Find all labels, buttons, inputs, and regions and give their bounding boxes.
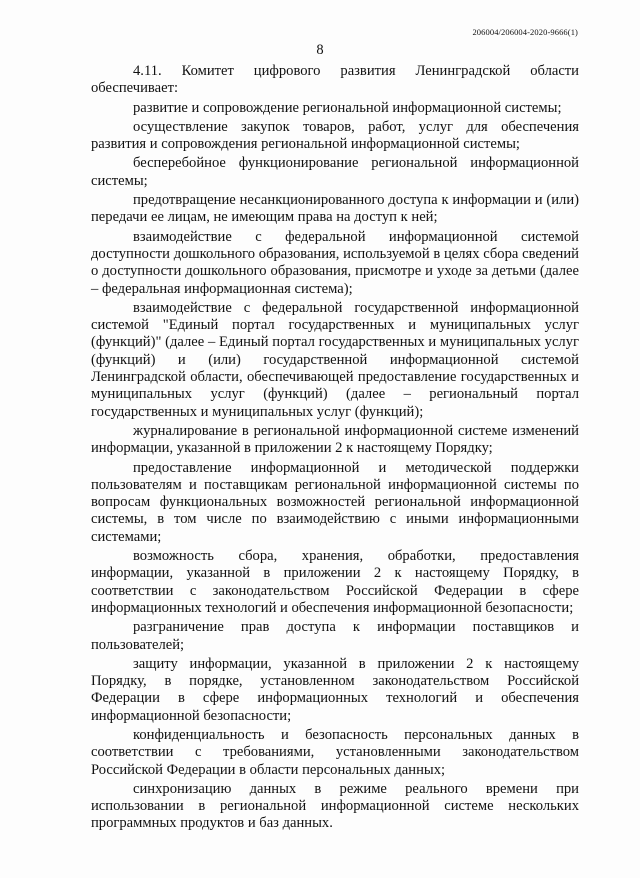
paragraph-unified-portal-interaction: взаимодействие с федеральной государственной информационной системой "Единый портал государственных и муниципальных услуг (функций)" (далее – Единый портал государственных и муниципальных услуг (функций) и (или) государственной информационной системой Ленинградской области, обеспечивающей предоставление государственных и муниципальных услуг (функций) (далее – региональный портал государственных и муниципальных услуг (функций); [91,299,579,420]
paragraph-unauthorized-access: предотвращение несанкционированного доступа к информации и (или) передачи ее лицам, не имеющим права на доступ к ней; [91,192,579,226]
paragraph-journaling: журналирование в региональной информационной системе изменений информации, указанной в приложении 2 к настоящему Порядку; [91,422,579,457]
page-number: 8 [316,42,324,58]
paragraph-information-protection: защиту информации, указанной в приложении 2 к настоящему Порядку, в порядке, установленном законодательством Российской Федерации в сфере информационных технологий и обеспечения информационной безопасности; [91,655,579,724]
paragraph-data-collection: возможность сбора, хранения, обработки, предоставления информации, указанной в приложении 2 к настоящему Порядку, в соответствии с законодательством Российской Федерации в сфере информационных технологий и обеспечения информационной безопасности; [91,548,579,616]
paragraph-personal-data: конфиденциальность и безопасность персональных данных в соответствии с требованиями, установленными законодательством Российской Федерации в области персональных данных; [91,726,579,778]
paragraph-support: предоставление информационной и методической поддержки пользователям и поставщикам региональной информационной системы по вопросам функциональных возможностей региональной информационной системы, в том числе по взаимодействию с иными информационными системами; [91,459,579,545]
paragraph-synchronization: синхронизацию данных в режиме реального времени при использовании в региональной информационной системе нескольких программных продуктов и баз данных. [91,780,579,832]
paragraph-uninterrupted-operation: бесперебойное функционирование региональной информационной системы; [91,155,579,189]
paragraph-access-rights: разграничение прав доступа к информации поставщиков и пользователей; [91,619,579,653]
paragraph-4-11-intro: 4.11. Комитет цифрового развития Ленинградской области обеспечивает: [91,63,579,97]
paragraph-development: развитие и сопровождение региональной информационной системы; [133,99,562,116]
paragraph-federal-system-interaction: взаимодействие с федеральной информационной системой доступности дошкольного образования, используемой в целях сбора сведений о доступности дошкольного образования, присмотре и уходе за детьми (далее – федеральная информационная система); [91,228,579,297]
body-text [91,63,579,835]
document-code: 206004/206004-2020-9666(1) [472,27,578,37]
paragraph-procurement: осуществление закупок товаров, работ, услуг для обеспечения развития и сопровождения региональной информационной системы; [91,118,579,153]
